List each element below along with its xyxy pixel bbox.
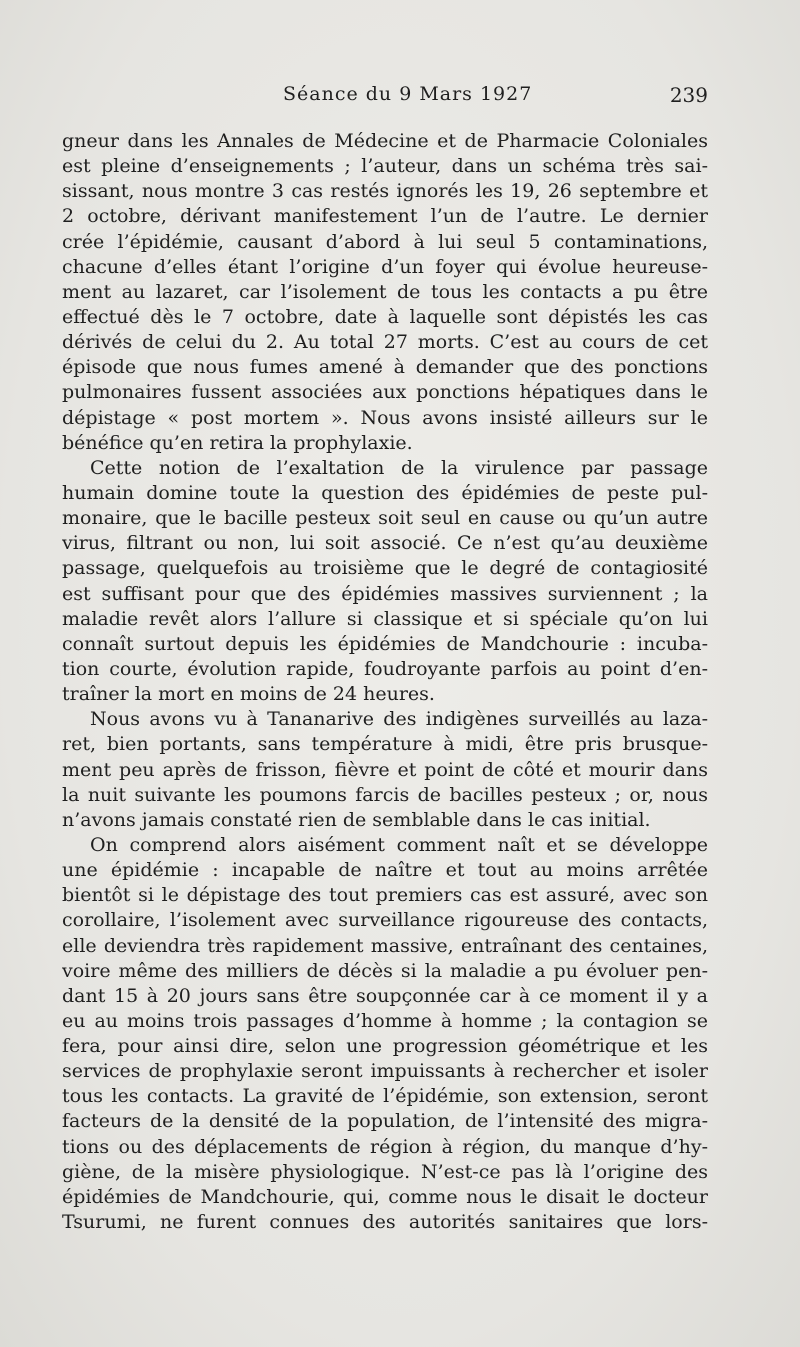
text-line: giène, de la misère physiologique. N’est-ce pas là l’origine des: [62, 1160, 708, 1183]
text-line: ment peu après de frisson, fièvre et point de côté et mourir dans: [62, 758, 708, 781]
text-line: services de prophylaxie seront impuissants à rechercher et isoler: [62, 1060, 708, 1083]
text-line: elle deviendra très rapidement massive, entraînant des centaines,: [62, 934, 708, 957]
text-line: sissant, nous montre 3 cas restés ignorés les 19, 26 septembre et: [62, 180, 708, 203]
text-line: dérivés de celui du 2. Au total 27 morts. C’est au cours de cet: [62, 331, 708, 354]
text-line: maladie revêt alors l’allure si classique et si spéciale qu’on lui: [62, 607, 708, 630]
page-number: 239: [669, 83, 708, 107]
text-line: monaire, que le bacille pesteux soit seul en cause ou qu’un autre: [62, 507, 708, 530]
text-line: passage, quelquefois au troisième que le degré de contagiosité: [62, 557, 708, 580]
text-line: facteurs de la densité de la population, de l’intensité des migra-: [62, 1110, 708, 1133]
text-line: est suffisant pour que des épidémies massives surviennent ; la: [62, 582, 708, 605]
text-line: épidémies de Mandchourie, qui, comme nous le disait le docteur: [62, 1185, 708, 1208]
text-line: est pleine d’enseignements ; l’auteur, dans un schéma très sai-: [62, 155, 708, 178]
text-line: ret, bien portants, sans température à midi, être pris brusque-: [62, 733, 708, 756]
text-line: Tsurumi, ne furent connues des autorités sanitaires que lors-: [62, 1211, 708, 1234]
text-line: eu au moins trois passages d’homme à homme ; la contagion se: [62, 1009, 708, 1032]
text-line: traîner la mort en moins de 24 heures.: [62, 683, 435, 706]
text-line: Nous avons vu à Tananarive des indigènes surveillés au laza-: [90, 708, 708, 731]
text-line: épisode que nous fumes amené à demander que des ponctions: [62, 356, 708, 379]
text-line: dépistage « post mortem ». Nous avons insisté ailleurs sur le: [62, 406, 708, 429]
text-line: chacune d’elles étant l’origine d’un foyer qui évolue heureuse-: [62, 255, 708, 278]
text-line: corollaire, l’isolement avec surveillance rigoureuse des contacts,: [62, 909, 708, 932]
text-line: virus, filtrant ou non, lui soit associé. Ce n’est qu’au deuxième: [62, 532, 708, 555]
text-line: dant 15 à 20 jours sans être soupçonnée car à ce moment il y a: [62, 984, 708, 1007]
text-line: humain domine toute la question des épidémies de peste pul-: [62, 481, 708, 504]
text-line: voire même des milliers de décès si la maladie a pu évoluer pen-: [62, 959, 708, 982]
text-line: 2 octobre, dérivant manifestement l’un de l’autre. Le dernier: [62, 205, 708, 228]
text-line: gneur dans les Annales de Médecine et de Pharmacie Coloniales: [62, 130, 708, 152]
text-line: la nuit suivante les poumons farcis de bacilles pesteux ; or, nous: [62, 783, 708, 806]
text-line: tion courte, évolution rapide, foudroyante parfois au point d’en-: [62, 657, 708, 680]
text-line: On comprend alors aisément comment naît et se développe: [90, 833, 708, 856]
text-line: crée l’épidémie, causant d’abord à lui seul 5 contaminations,: [62, 230, 708, 253]
text-line: bientôt si le dépistage des tout premiers cas est assuré, avec son: [62, 884, 708, 907]
text-line: fera, pour ainsi dire, selon une progression géométrique et les: [62, 1035, 708, 1058]
page-header: [0, 83, 800, 113]
text-line: effectué dès le 7 octobre, date à laquelle sont dépistés les cas: [62, 305, 708, 328]
text-line: une épidémie : incapable de naître et tout au moins arrêtée: [62, 859, 708, 882]
text-line: connaît surtout depuis les épidémies de Mandchourie : incuba-: [62, 632, 708, 655]
text-line: Cette notion de l’exaltation de la virulence par passage: [90, 456, 708, 479]
text-line: pulmonaires fussent associées aux ponctions hépatiques dans le: [62, 381, 708, 404]
text-line: n’avons jamais constaté rien de semblable dans le cas initial.: [62, 808, 651, 831]
text-line: tous les contacts. La gravité de l’épidémie, son extension, seront: [62, 1085, 708, 1108]
text-line: ment au lazaret, car l’isolement de tous les contacts a pu être: [62, 280, 708, 303]
running-title: Séance du 9 Mars 1927: [283, 83, 533, 105]
text-line: bénéfice qu’en retira la prophylaxie.: [62, 431, 413, 454]
body-text: [62, 129, 708, 1235]
text-line: tions ou des déplacements de région à région, du manque d’hy-: [62, 1135, 708, 1158]
